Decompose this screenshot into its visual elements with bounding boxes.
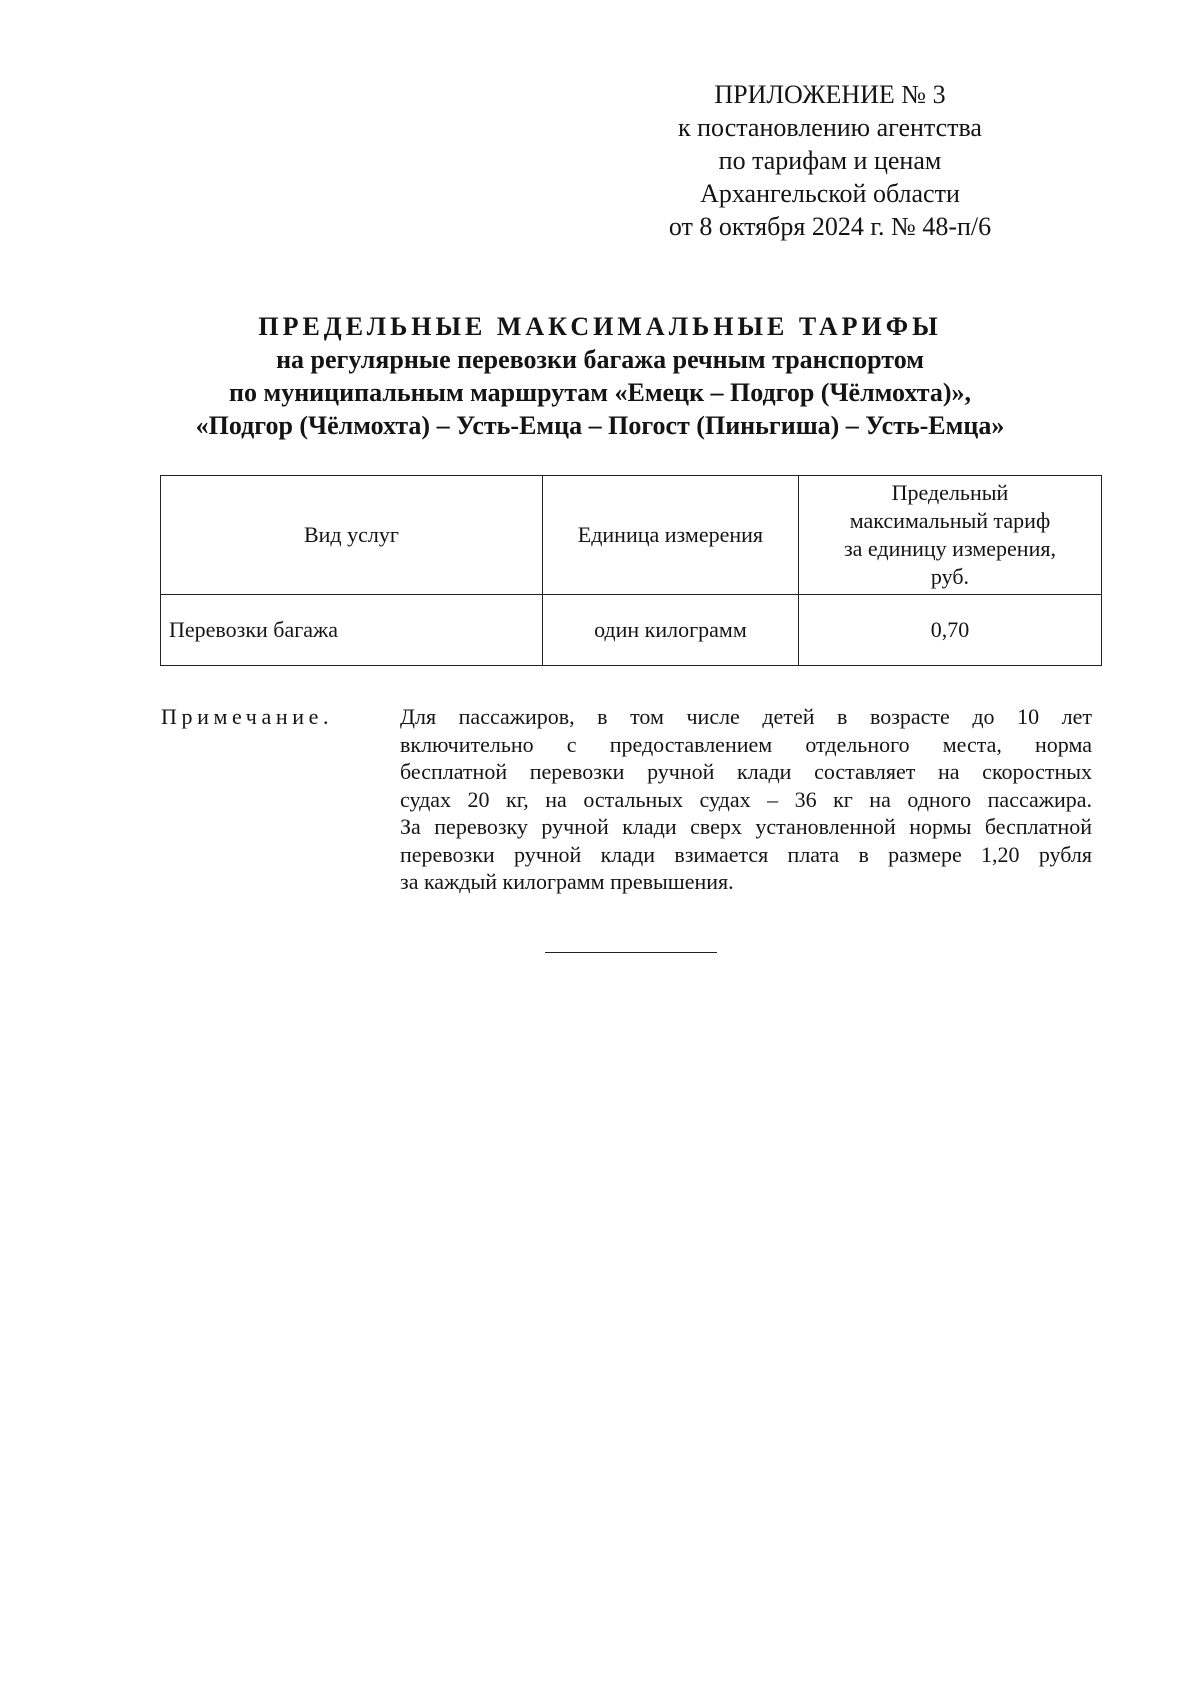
closing-divider	[545, 952, 717, 953]
table-header-row	[161, 476, 1102, 595]
title-subline: по муниципальным маршрутам «Емецк – Подгор (Чёлмохта)»,	[229, 378, 971, 407]
cell-unit: один килограмм	[542, 595, 798, 666]
note-line: перевозки ручной клади взимается плата в размере 1,20 рубля	[400, 841, 1092, 867]
appendix-number: ПРИЛОЖЕНИЕ № 3	[714, 80, 946, 109]
appendix-ref-line: по тарифам и ценам	[718, 146, 942, 175]
appendix-ref-line: Архангельской области	[700, 179, 960, 208]
appendix-date: от 8 октября 2024 г. № 48-п/6	[668, 212, 992, 241]
title-subline: на регулярные перевозки багажа речным транспортом	[276, 345, 924, 374]
note-label: Примечание.	[161, 704, 334, 729]
note-line: Для пассажиров, в том числе детей в возрасте до 10 лет	[400, 704, 1092, 729]
header-tariff-line: руб.	[930, 564, 970, 589]
note-line: за каждый килограмм превышения.	[400, 869, 734, 894]
title-main: ПРЕДЕЛЬНЫЕ МАКСИМАЛЬНЫЕ ТАРИФЫ	[258, 312, 942, 341]
header-tariff-line: максимальный тариф	[849, 508, 1051, 533]
note-text	[400, 703, 1092, 896]
cell-service: Перевозки багажа	[161, 595, 543, 666]
cell-tariff: 0,70	[798, 595, 1101, 666]
note-line: За перевозку ручной клади сверх установленной нормы бесплатной	[400, 814, 1092, 839]
table-row	[161, 595, 1102, 666]
tariff-table	[160, 475, 1102, 666]
header-tariff-line: за единицу измерения,	[843, 536, 1056, 561]
header-tariff-line: Предельный	[891, 480, 1009, 505]
header-tariff	[798, 476, 1101, 595]
note-line: бесплатной перевозки ручной клади составляет на скоростных	[400, 759, 1092, 784]
appendix-ref-line: к постановлению агентства	[678, 113, 982, 142]
header-service: Вид услуг	[161, 476, 543, 595]
document-title	[100, 310, 1100, 442]
appendix-header	[640, 78, 1020, 243]
title-subline: «Подгор (Чёлмохта) – Усть-Емца – Погост (Пиньгиша) – Усть-Емца»	[195, 411, 1005, 440]
note-line: включительно с предоставлением отдельного места, норма	[400, 731, 1092, 757]
header-unit: Единица измерения	[542, 476, 798, 595]
note-line: судах 20 кг, на остальных судах – 36 кг на одного пассажира.	[400, 786, 1092, 812]
